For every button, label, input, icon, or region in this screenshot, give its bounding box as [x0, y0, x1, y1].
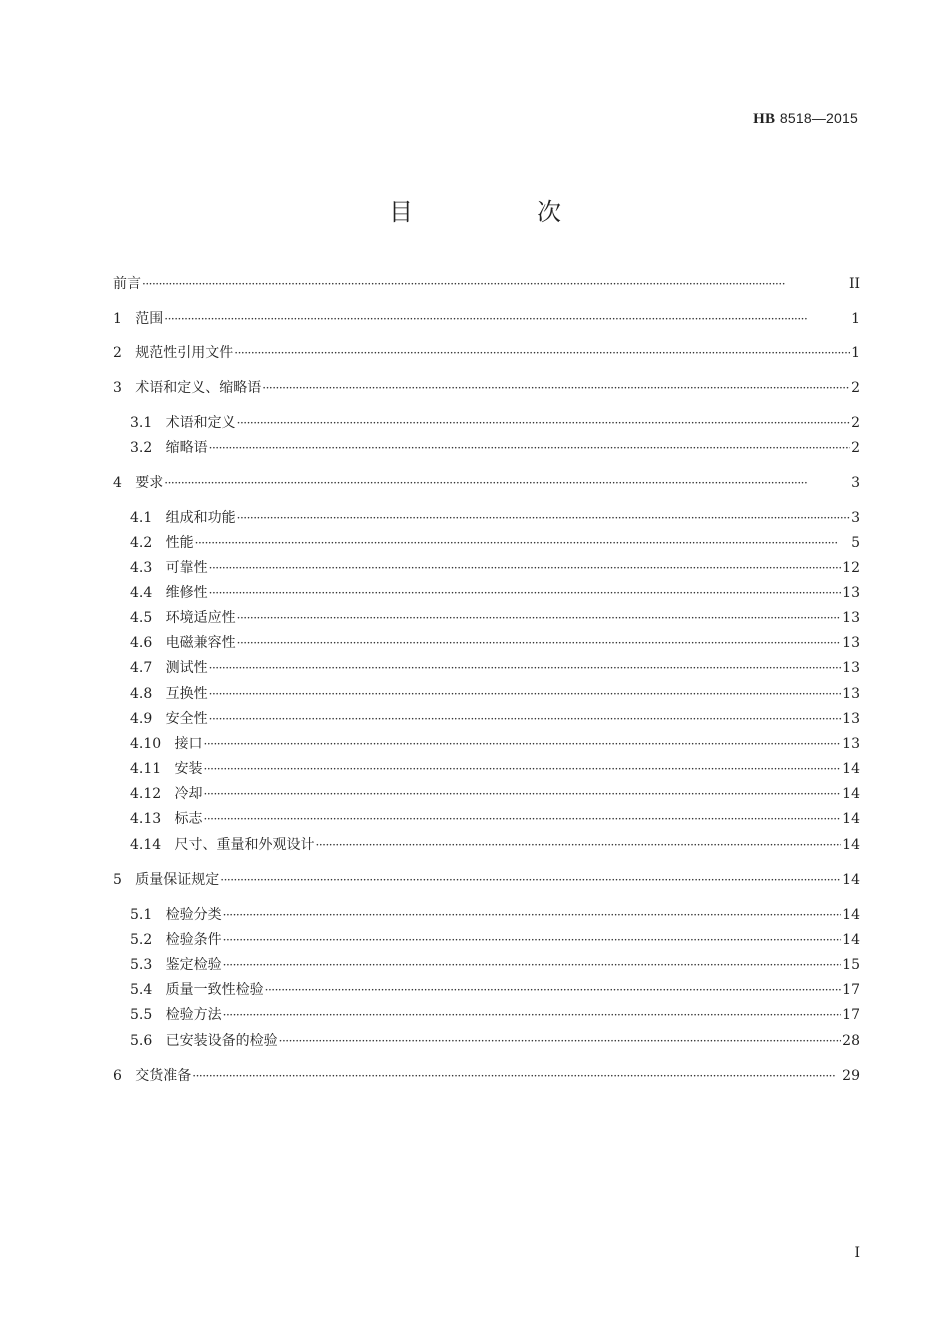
dot-leader: [204, 783, 842, 805]
toc-entry-page: 14: [842, 932, 860, 948]
toc-entry-label: 交货准备: [135, 1068, 192, 1084]
toc-entry-number: 5.2: [130, 932, 166, 948]
toc-entry-page: 3: [851, 510, 860, 526]
toc-entry[interactable]: [113, 342, 860, 364]
toc-subentry[interactable]: [130, 834, 860, 856]
toc-entry-label: 安装: [174, 761, 203, 777]
toc-entry-label: 可靠性: [165, 560, 208, 576]
toc-entry-page: 1: [851, 311, 860, 327]
toc-subentry[interactable]: [130, 954, 860, 976]
toc-entry-label: 前言: [113, 276, 141, 292]
toc-subentry[interactable]: [130, 657, 860, 679]
toc-entry-number: 4.11: [130, 761, 175, 777]
toc-entry-number: 4.10: [130, 736, 175, 752]
toc-entry-number: 5.4: [130, 982, 166, 998]
toc-entry-label: 环境适应性: [165, 610, 236, 626]
toc-entry-label: 质量一致性检验: [165, 982, 264, 998]
toc-entry-page: 2: [851, 440, 860, 456]
toc-entry-number: 4.2: [130, 535, 166, 551]
dot-leader: [164, 308, 850, 330]
toc-entry-page: 13: [842, 635, 860, 651]
toc-entry[interactable]: [113, 273, 860, 295]
toc-subentry[interactable]: [130, 904, 860, 926]
toc-entry-number: 5: [113, 872, 136, 888]
toc-entry-page: 3: [851, 475, 860, 491]
toc-entry-number: 4.3: [130, 560, 166, 576]
toc-entry-number: 3: [113, 380, 136, 396]
toc-entry-label: 安全性: [165, 711, 208, 727]
toc-subentry[interactable]: [130, 808, 860, 830]
toc-subentry[interactable]: [130, 507, 860, 529]
toc-entry-number: 4.4: [130, 585, 166, 601]
dot-leader: [204, 733, 842, 755]
toc-subentry[interactable]: [130, 607, 860, 629]
dot-leader: [220, 869, 841, 891]
toc-entry-number: 4.8: [130, 686, 166, 702]
toc-entry-page: 12: [842, 560, 860, 576]
toc-entry-page: 14: [842, 907, 860, 923]
dot-leader: [209, 683, 842, 705]
toc-entry-page: 1: [851, 345, 860, 361]
dot-leader: [204, 758, 842, 780]
standard-number: 8518—2015: [779, 110, 858, 126]
toc-entry-label: 检验方法: [165, 1007, 222, 1023]
page-number: I: [854, 1245, 860, 1261]
toc-entry-page: 13: [842, 660, 860, 676]
toc-subentry[interactable]: [130, 683, 860, 705]
toc-entry-label: 检验分类: [165, 907, 222, 923]
standard-code: [753, 110, 858, 128]
toc-entry-label: 术语和定义、缩略语: [135, 380, 262, 396]
toc-subentry[interactable]: [130, 733, 860, 755]
toc-entry[interactable]: [113, 308, 860, 330]
dot-leader: [209, 708, 842, 730]
toc-entry-label: 尺寸、重量和外观设计: [174, 837, 315, 853]
dot-leader: [142, 273, 848, 295]
toc-entry-number: 5.6: [130, 1033, 166, 1049]
toc-entry-number: 4.6: [130, 635, 166, 651]
toc-subentry[interactable]: [130, 1030, 860, 1052]
toc-entry-number: 4.7: [130, 660, 166, 676]
toc-subentry[interactable]: [130, 532, 860, 554]
toc-entry-number: 3.2: [130, 440, 166, 456]
toc-entry-label: 术语和定义: [165, 415, 236, 431]
toc-entry-page: 15: [842, 957, 860, 973]
toc-entry-number: 4.13: [130, 811, 175, 827]
toc-entry-label: 接口: [174, 736, 203, 752]
dot-leader: [195, 532, 850, 554]
dot-leader: [209, 657, 842, 679]
toc-subentry[interactable]: [130, 632, 860, 654]
toc-entry-label: 维修性: [165, 585, 208, 601]
toc-entry-label: 检验条件: [165, 932, 222, 948]
dot-leader: [164, 472, 850, 494]
toc-subentry[interactable]: [130, 437, 860, 459]
toc-entry-number: 5.5: [130, 1007, 166, 1023]
standard-prefix: HB: [753, 111, 776, 127]
toc-entry-page: 14: [842, 872, 860, 888]
dot-leader: [279, 1030, 842, 1052]
toc-entry-page: 14: [842, 811, 860, 827]
toc-entry-label: 鉴定检验: [165, 957, 222, 973]
toc-subentry[interactable]: [130, 1004, 860, 1026]
toc-subentry[interactable]: [130, 557, 860, 579]
toc-entry-label: 互换性: [165, 686, 208, 702]
page-title: 目 次: [389, 198, 611, 226]
toc-entry[interactable]: [113, 1065, 860, 1087]
dot-leader: [262, 377, 850, 399]
toc-entry-page: 14: [842, 761, 860, 777]
toc-entry-label: 测试性: [165, 660, 208, 676]
toc-entry-number: 3.1: [130, 415, 166, 431]
dot-leader: [209, 557, 842, 579]
toc-entry-page: 2: [851, 415, 860, 431]
toc-entry-label: 要求: [135, 475, 164, 491]
dot-leader: [223, 954, 842, 976]
toc-entry-label: 标志: [174, 811, 203, 827]
dot-leader: [237, 507, 850, 529]
toc-entry-number: 4.5: [130, 610, 166, 626]
toc-entry[interactable]: [113, 869, 860, 891]
toc-entry-page: 17: [842, 982, 860, 998]
toc-entry-page: 13: [842, 610, 860, 626]
toc-entry-label: 范围: [135, 311, 164, 327]
dot-leader: [237, 412, 850, 434]
toc-entry-page: 28: [842, 1033, 860, 1049]
toc-entry-page: 13: [842, 585, 860, 601]
toc-entry-label: 性能: [165, 535, 194, 551]
toc-entry-label: 规范性引用文件: [135, 345, 234, 361]
dot-leader: [237, 632, 842, 654]
toc-entry-page: 13: [842, 686, 860, 702]
toc-entry-number: 1: [113, 311, 136, 327]
toc-entry-page: 29: [842, 1068, 860, 1084]
toc-entry-page: 13: [842, 711, 860, 727]
toc-entry-label: 质量保证规定: [135, 872, 220, 888]
dot-leader: [209, 582, 842, 604]
toc-entry-number: 5.1: [130, 907, 166, 923]
toc-entry-label: 缩略语: [165, 440, 208, 456]
dot-leader: [192, 1065, 841, 1087]
toc-entry-page: 17: [842, 1007, 860, 1023]
dot-leader: [237, 607, 842, 629]
toc-subentry[interactable]: [130, 412, 860, 434]
dot-leader: [234, 342, 850, 364]
toc-entry-number: 4.14: [130, 837, 175, 853]
dot-leader: [265, 979, 842, 1001]
toc-entry-page: 13: [842, 736, 860, 752]
toc-entry-label: 冷却: [174, 786, 203, 802]
toc-entry-label: 已安装设备的检验: [165, 1033, 278, 1049]
toc-subentry[interactable]: [130, 929, 860, 951]
toc-entry-page: II: [848, 276, 860, 292]
toc-entry-number: 4: [113, 475, 136, 491]
toc-entry-page: 14: [842, 837, 860, 853]
toc-entry-number: 4.12: [130, 786, 175, 802]
dot-leader: [223, 1004, 842, 1026]
toc-entry-page: 14: [842, 786, 860, 802]
toc-entry[interactable]: [113, 472, 860, 494]
dot-leader: [204, 808, 842, 830]
dot-leader: [209, 437, 850, 459]
toc-entry-number: 6: [113, 1068, 136, 1084]
toc-entry-number: 2: [113, 345, 136, 361]
toc-subentry[interactable]: [130, 758, 860, 780]
toc-entry-number: 4.1: [130, 510, 166, 526]
toc-entry[interactable]: [113, 377, 860, 399]
toc-subentry[interactable]: [130, 979, 860, 1001]
toc-entry-label: 组成和功能: [165, 510, 236, 526]
toc-subentry[interactable]: [130, 708, 860, 730]
toc-entry-number: 4.9: [130, 711, 166, 727]
dot-leader: [223, 929, 842, 951]
toc-entry-page: 5: [851, 535, 860, 551]
dot-leader: [316, 834, 842, 856]
toc-subentry[interactable]: [130, 582, 860, 604]
toc-entry-number: 5.3: [130, 957, 166, 973]
toc-subentry[interactable]: [130, 783, 860, 805]
toc-entry-label: 电磁兼容性: [165, 635, 236, 651]
dot-leader: [223, 904, 842, 926]
toc-entry-page: 2: [851, 380, 860, 396]
